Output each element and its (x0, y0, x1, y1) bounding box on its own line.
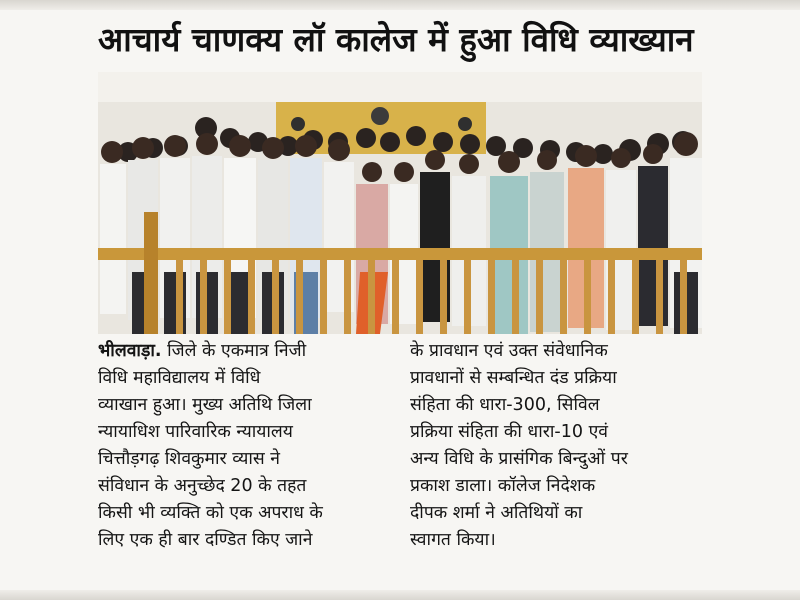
group-photo (98, 72, 702, 334)
dateline: भीलवाड़ा. (98, 341, 162, 361)
text-line: प्रावधानों से सम्बन्धित दंड प्रक्रिया (410, 368, 617, 388)
headline: आचार्य चाणक्य लॉ कालेज में हुआ विधि व्याख्यान (98, 20, 694, 59)
article-column-2 (410, 338, 704, 554)
text-line: किसी भी व्यक्ति को एक अपराध के (98, 503, 323, 523)
text-line: संविधान के अनुच्छेद 20 के तहत (98, 476, 307, 496)
text-line: स्वागत किया। (410, 530, 496, 550)
text-line-content: जिले के एकमात्र निजी (167, 341, 307, 361)
text-line: के प्रावधान एवं उक्त संवेधानिक (410, 341, 608, 361)
text-line: संहिता की धारा-300, सिविल (410, 395, 600, 415)
text-line: प्रक्रिया संहिता की धारा-10 एवं (410, 422, 608, 442)
clipped-next-line (0, 590, 800, 600)
clipped-previous-line (0, 0, 800, 10)
article-column-1 (98, 338, 388, 554)
group-photo-illustration (98, 72, 702, 334)
text-line (98, 338, 388, 365)
text-line: न्यायाधिश पारिवारिक न्यायालय (98, 422, 293, 442)
text-line: चित्तौड़गढ़ शिवकुमार व्यास ने (98, 449, 280, 469)
text-line: व्याखान हुआ। मुख्य अतिथि जिला (98, 395, 312, 415)
text-line: प्रकाश डाला। कॉलेज निदेशक (410, 476, 596, 496)
text-line: अन्य विधि के प्रासंगिक बिन्दुओं पर (410, 449, 628, 469)
text-line: विधि महाविद्यालय में विधि (98, 368, 261, 388)
text-line: दीपक शर्मा ने अतिथियों का (410, 503, 583, 523)
text-line: लिए एक ही बार दण्डित किए जाने (98, 530, 313, 550)
